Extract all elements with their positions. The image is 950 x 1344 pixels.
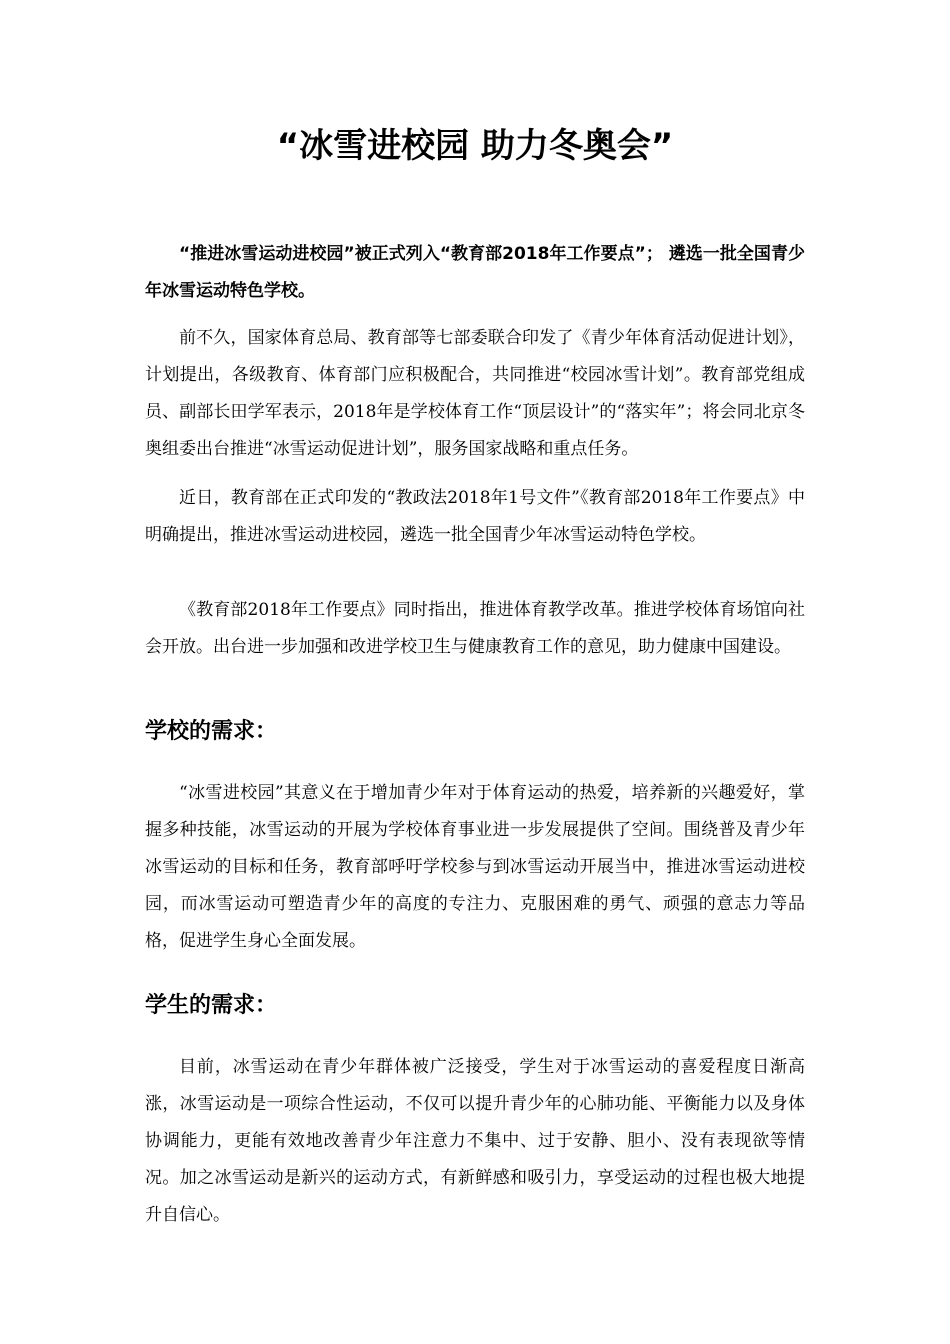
- lead-paragraph: “推进冰雪运动进校园”被正式列入“教育部2018年工作要点”； 遴选一批全国青少年冰雪运动特色学校。: [145, 244, 805, 301]
- paragraph-work-points: 《教育部2018年工作要点》同时指出，推进体育教学改革。推进学校体育场馆向社会开放。出台进一步加强和改进学校卫生与健康教育工作的意见，助力健康中国建设。: [145, 600, 805, 657]
- paragraph-ministry-notice: 近日，教育部在正式印发的“教政法2018年1号文件”《教育部2018年工作要点》中明确提出，推进冰雪运动进校园，遴选一批全国青少年冰雪运动特色学校。: [145, 488, 805, 545]
- section-heading-school-needs: 学校的需求：: [145, 719, 278, 744]
- paragraph-school-needs: “冰雪进校园”其意义在于增加青少年对于体育运动的热爱，培养新的兴趣爱好，掌握多种技能，冰雪运动的开展为学校体育事业进一步发展提供了空间。围绕普及青少年冰雪运动的目标和任务，教育部呼吁学校参与到冰雪运动开展当中，推进冰雪运动进校园，而冰雪运动可塑造青少年的高度的专注力、克服困难的勇气、顽强的意志力等品格，促进学生身心全面发展。: [145, 783, 805, 951]
- paragraph-student-needs: 目前，冰雪运动在青少年群体被广泛接受，学生对于冰雪运动的喜爱程度日渐高涨，冰雪运动是一项综合性运动，不仅可以提升青少年的心肺功能、平衡能力以及身体协调能力，更能有效地改善青少年注意力不集中、过于安静、胆小、没有表现欲等情况。加之冰雪运动是新兴的运动方式，有新鲜感和吸引力，享受运动的过程也极大地提升自信心。: [145, 1057, 805, 1225]
- paragraph-plan: 前不久，国家体育总局、教育部等七部委联合印发了《青少年体育活动促进计划》，计划提出，各级教育、体育部门应积极配合，共同推进“校园冰雪计划”。教育部党组成员、副部长田学军表示，2018年是学校体育工作“顶层设计”的“落实年”；将会同北京冬奥组委出台推进“冰雪运动促进计划”，服务国家战略和重点任务。: [145, 328, 805, 459]
- section-heading-student-needs: 学生的需求：: [145, 993, 278, 1018]
- document-title: “冰雪进校园 助力冬奥会”: [276, 126, 674, 166]
